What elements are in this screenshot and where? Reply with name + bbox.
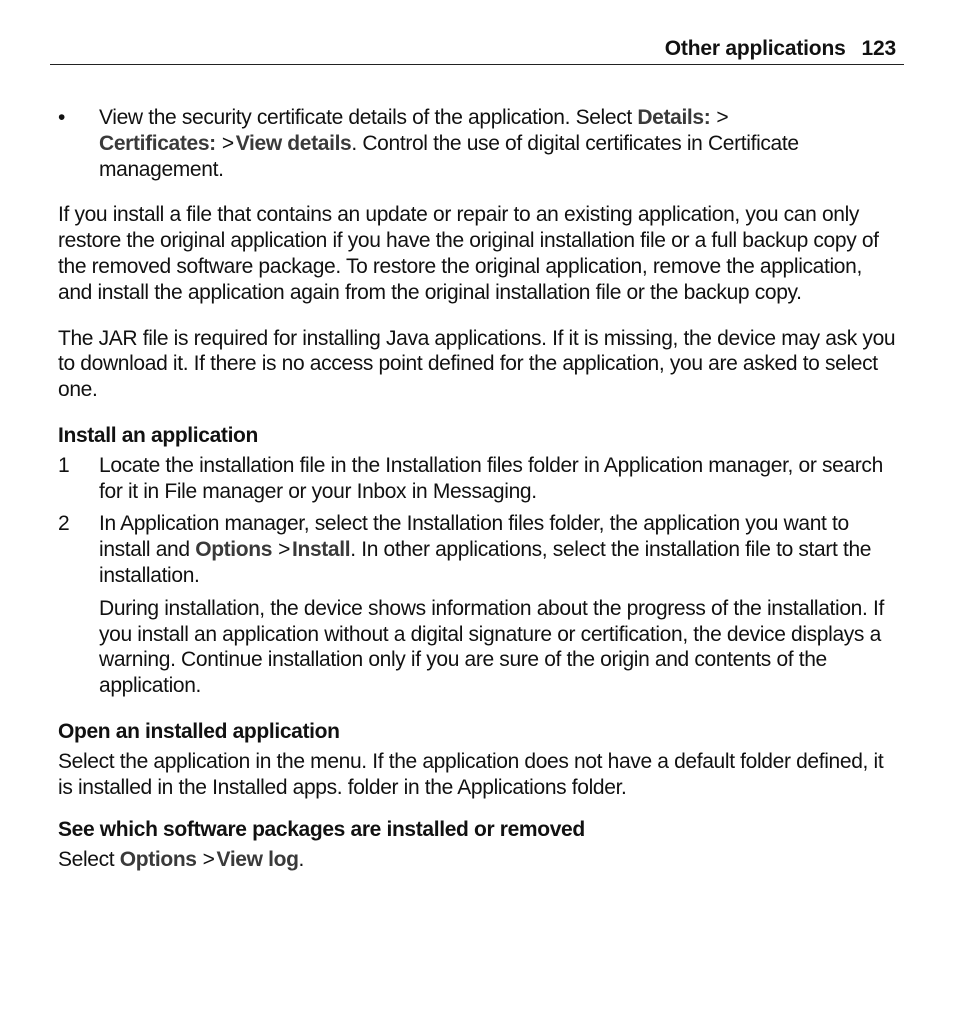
page-header: [50, 34, 904, 65]
paragraph-restore: If you install a file that contains an update or repair to an existing application, you can only restore the original application if you have the original installation file or a full backup copy of the removed software package. To restore the original application, remove the application, and install the application again from the original installation file or the backup copy.: [58, 203, 879, 304]
step-2: [58, 511, 900, 588]
ui-term-certificates: Certificates:: [99, 131, 216, 155]
bullet-item-certificates: [58, 105, 900, 182]
step-text: . In other applications, select the installation file to start the installation.: [99, 538, 872, 587]
section-title: Other applications: [664, 37, 846, 60]
paragraph-packages: [58, 847, 900, 873]
menu-separator: >: [202, 848, 215, 872]
ui-term-options: Options: [119, 848, 197, 872]
ui-term-options: Options: [195, 538, 273, 562]
ui-term-view-log: View log: [216, 848, 299, 872]
step-text: Locate the installation file in the Installation files folder in Application manager, or search for it in File manager or your Inbox in Messaging.: [99, 453, 883, 503]
menu-separator: >: [278, 538, 290, 562]
menu-separator: >: [716, 106, 729, 129]
ui-term-details: Details:: [637, 106, 711, 129]
page-number: 123: [861, 37, 896, 60]
ui-term-install: Install: [292, 538, 351, 562]
ui-term-view-details: View details: [235, 131, 352, 155]
menu-separator: >: [221, 131, 234, 155]
packages-text: Select: [58, 848, 120, 872]
heading-open: Open an installed application: [58, 719, 340, 743]
step-number: 1: [58, 453, 70, 477]
bullet-marker: •: [58, 106, 66, 129]
step-text: In Application manager, select the Installation files folder, the application you want to install and: [99, 512, 849, 562]
step-number: 2: [58, 512, 70, 536]
paragraph-jar: The JAR file is required for installing Java applications. If it is missing, the device may ask you to download it. If there is no access point defined for the application, you are asked to select one.: [58, 326, 896, 402]
paragraph-open: Select the application in the menu. If the application does not have a default folder defined, it is installed in the Installed apps. folder in the Applications folder.: [58, 749, 884, 799]
packages-text: .: [298, 848, 305, 872]
step-2-note: During installation, the device shows information about the progress of the installation. If you install an application without a digital signature or certification, the device displays a warning. Continue installation only if you are sure of the origin and contents of the application.: [99, 596, 884, 698]
bullet-text: View the security certificate details of the application. Select: [99, 106, 638, 129]
bullet-text: . Control the use of digital certificates in Certificate management.: [99, 131, 799, 181]
heading-packages: See which software packages are installed or removed: [58, 818, 585, 842]
step-1: [58, 453, 900, 505]
page-content: [58, 105, 900, 893]
heading-install: Install an application: [58, 423, 259, 447]
